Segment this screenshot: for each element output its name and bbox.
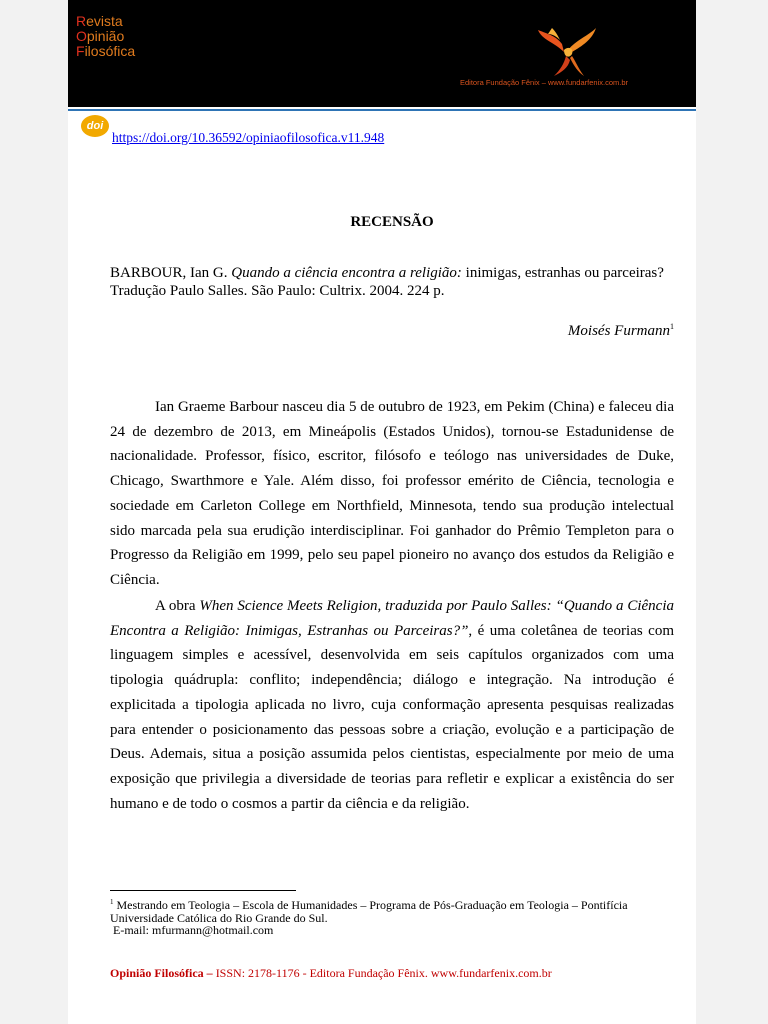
logo-line-3: Filosófica: [76, 43, 136, 59]
phoenix-icon: [534, 22, 598, 80]
logo-line-1: Revista: [76, 13, 123, 29]
footnote-marker[interactable]: 1: [670, 322, 674, 331]
footnote: [110, 896, 680, 937]
reviewer-name: Moisés Furmann$^1$: [567, 322, 674, 339]
footnote-text: $^1$ Mestrando em Teologia – Escola de Humanidades – Programa de Pós-Graduação em Teologia – Pontifícia Universidade Católica do Rio Grande do Sul.: [110, 898, 628, 925]
book-reference: [110, 264, 670, 300]
work-title: When Science Meets Religion, traduzida por Paulo Salles: “Quando a Ciência Encontra a Religião: Inimigas, Estranhas ou Parceiras?”: [110, 598, 674, 639]
doi-icon: doi: [81, 115, 109, 137]
paragraph-2: A obra When Science Meets Religion, traduzida por Paulo Salles: “Quando a Ciência Encontra a Religião: Inimigas, Estranhas ou Parceiras?”, é uma coletânea de teorias com linguagem simples e acessível, desenvolvida em seis capítulos organizados com uma tipologia quádrupla: conflito; independência; diálogo e integração. Na introdução é explicitada a tipologia aplicada no livro, cuja conformação apresenta pesquisas realizadas para entender o posicionamento das pessoas sobre a criação, evolução e a participação de Deus. Ademais, situa a posição assumida pelos cientistas, especialmente por meio de uma exposição que privilegia a diversidade de teorias para refletir e explicar a existência do ser humano e de todo o cosmos a partir da ciência e da religião.: [110, 598, 674, 812]
doi-link[interactable]: https://doi.org/10.36592/opiniaofilosofica.v11.948: [112, 130, 385, 145]
reference-author: BARBOUR, Ian G.: [110, 265, 232, 281]
page-footer: [110, 966, 552, 981]
publisher-line[interactable]: Editora Fundação Fênix – www.fundarfenix.com.br: [460, 78, 628, 87]
footer-details: ISSN: 2178-1176 - Editora Fundação Fênix. www.fundarfenix.com.br: [215, 966, 552, 980]
footer-journal: Opinião Filosófica –: [110, 966, 216, 980]
footnote-email[interactable]: E-mail: mfurmann@hotmail.com: [113, 923, 274, 937]
reference-details: inimigas, estranhas ou parceiras? Tradução Paulo Salles. São Paulo: Cultrix. 2004. 224 p.: [110, 265, 664, 299]
journal-logo: [76, 14, 135, 59]
journal-header: [68, 0, 696, 107]
reference-book-title: Quando a ciência encontra a religião:: [231, 265, 462, 281]
paragraph-1: Ian Graeme Barbour nasceu dia 5 de outubro de 1923, em Pekim (China) e faleceu dia 24 de dezembro de 2013, em Mineápolis (Estados Unidos), tornou-se Estadunidense de nacionalidade. Professor, físico, escritor, filósofo e teólogo nas universidades de Duke, Chicago, Swarthmore e Yale. Além disso, foi professor emérito de Ciência, tecnologia e sociedade em Carleton College em Northfield, Minnesota, tendo sua produção intelectual sido marcada pela sua erudição interdisciplinar. Foi ganhador do Prêmio Templeton para o Progresso da Religião em 1999, pelo seu papel pioneiro no avanço dos estudos da Religião e Ciência.: [110, 399, 674, 588]
section-title: RECENSÃO: [350, 214, 434, 230]
document-page: [68, 0, 696, 1024]
header-divider: [68, 109, 696, 111]
logo-line-2: Opinião: [76, 28, 125, 44]
footnote-divider: [110, 890, 296, 891]
